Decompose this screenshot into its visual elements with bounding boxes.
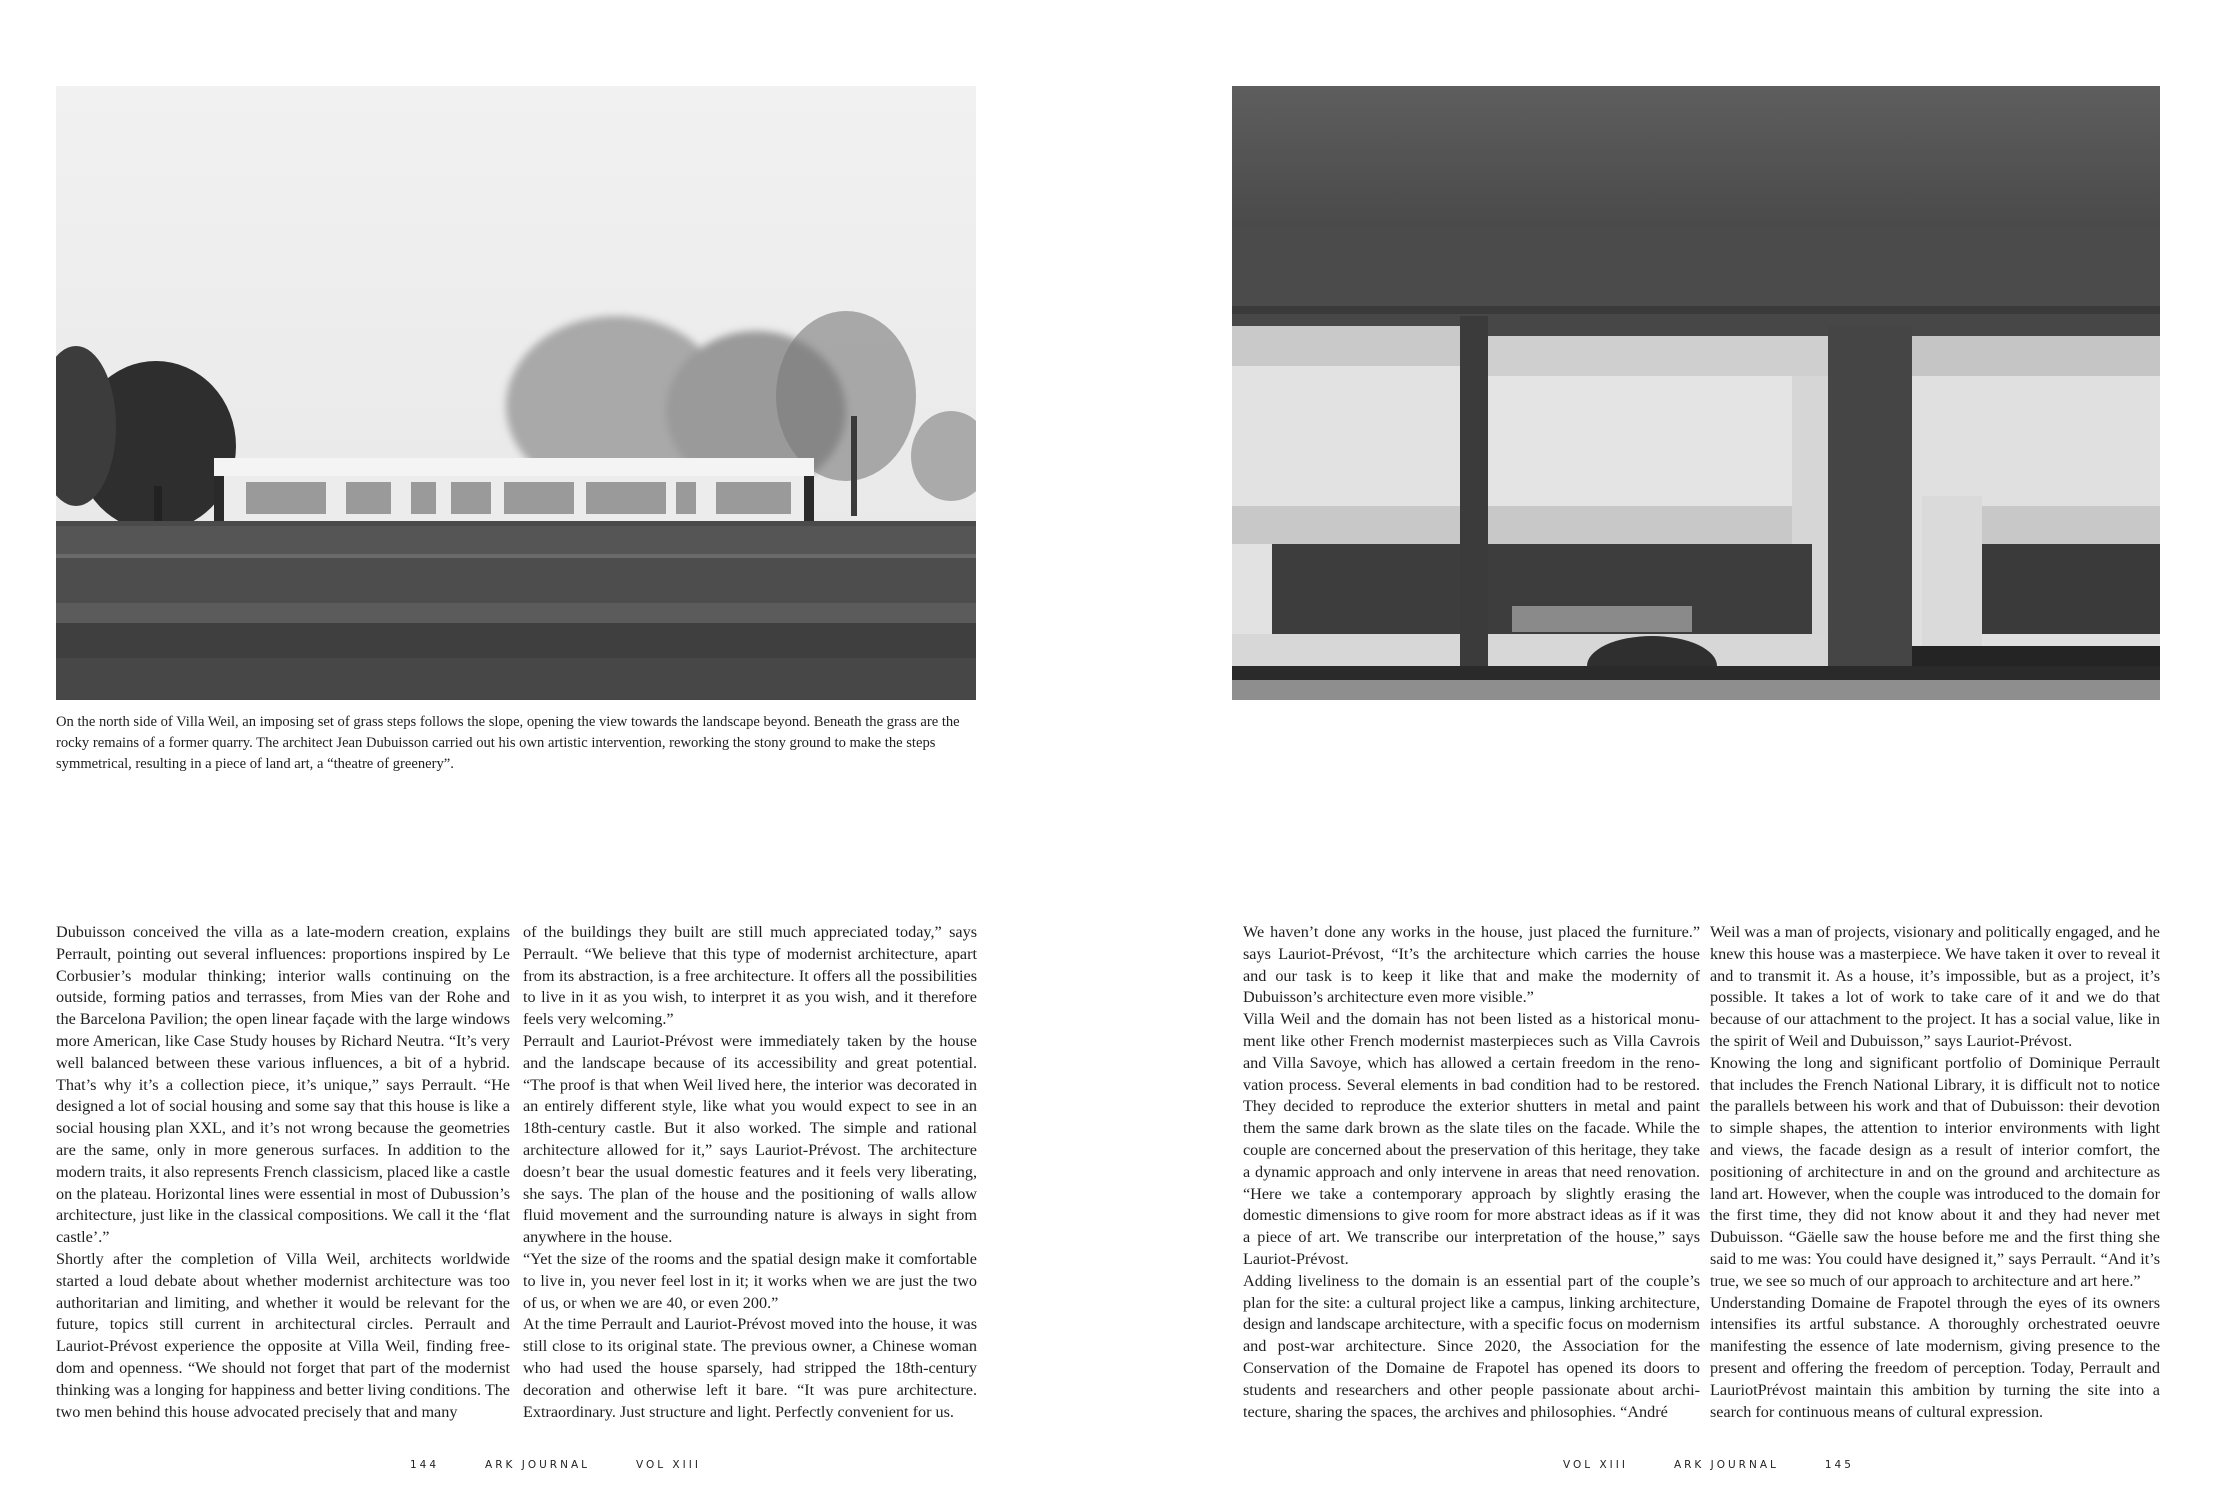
body-column-1 xyxy=(56,922,510,1423)
paragraph: Weil was a man of projects, visionary and politically engaged, and he knew this house was a masterpiece. We have taken it over to reveal it and to transmit it. As a house, it’s impossible, but as a project, it’s possible. It takes a lot of work to take care of it and we do that because of our attachment to the project. It has a social value, like in the spirit of Weil and Dubuisson,” says Lauriot-Prévost. xyxy=(1710,923,2160,1050)
publication-name: ARK JOURNAL xyxy=(1673,1459,1779,1471)
body-column-4 xyxy=(1710,922,2160,1423)
villa-exterior-photo xyxy=(56,86,976,700)
photo-caption: On the north side of Villa Weil, an imposing set of grass steps follows the slope, opening the view towards the landscape beyond. Beneath the grass are the rocky remains of a former quarry. The architect Jean Dubuisson carried out his own artistic intervention, reworking the stony ground to make the steps symmetrical, resulting in a piece of land art, a “theatre of greenery”. xyxy=(56,714,960,772)
paragraph: Adding liveliness to the domain is an essential part of the couple’s plan for the site: a cultural project like a campus, linking architecture, design and landscape architecture, with a specific focus on modernism and post-war architecture. Since 2020, the Association for the Conservation of the Domaine de Frapotel has opened its doors to students and researchers and other people passionate about architecture, sharing the spaces, the archives and philosophies. “André xyxy=(1243,1271,1700,1421)
paragraph: We haven’t done any works in the house, just placed the furniture.” says Lauriot-Prévost, “It’s the architecture which carries the house and our task is to keep it like that and make the modernity of Dubuisson’s architecture even more visible.” xyxy=(1243,923,1700,1007)
paragraph: Shortly after the completion of Villa Weil, architects worldwide started a loud debate about whether modernist architecture was too authoritarian and limiting, and whether it would be relevant for the future, topics still current in architectural circles. Perrault and Lauriot-Prévost experience the opposite at Villa Weil, finding freedom and openness. “We should not forget that part of the modernist thinking was a longing for happiness and better living conditions. The two men behind this house advocated precisely that and many xyxy=(56,1249,510,1421)
publication-name: ARK JOURNAL xyxy=(485,1459,590,1471)
villa-exterior-illustration xyxy=(56,86,976,700)
body-column-2 xyxy=(523,922,977,1423)
paragraph: At the time Perrault and Lauriot-Prévost moved into the house, it was still close to its original state. The previous owner, a Chinese woman who had used the house sparsely, had stripped the 18th-century decoration and otherwise left it bare. “It was pure architecture. Extraordinary. Just structure and light. Perfectly convenient for us. xyxy=(523,1315,977,1421)
page-number: 145 xyxy=(1824,1459,1854,1471)
paragraph: Dubuisson conceived the villa as a late-modern creation, explains Perrault, pointing out several influences: proportions inspired by Le Corbusier’s modular thinking; interior walls continuing on the outside, forming patios and terrasses, from Mies van der Rohe and the Barcelona Pavilion; the open linear façade with the large windows more American, like Case Study houses by Richard Neutra. “It’s very well balanced between these various influences, a bit of a hybrid. That’s why it’s a collection piece, it’s unique,” says Perrault. “He designed a lot of social housing and some say that this house is like a social housing plan XXL, and it’s not wrong because the geometries are the same, only in more generous surfaces. In addition to the modern traits, it also represents French classicism, placed like a castle on the plateau. Horizontal lines were essential in most of Dubussion’s architecture, just like in the classical compositions. We call it the ‘flat castle’.” xyxy=(56,923,510,1247)
volume-label: VOL XIII xyxy=(635,1459,701,1471)
paragraph: Understanding Domaine de Frapotel through the eyes of its owners intensifies its artful substance. A thoroughly orchestrated oeuvre manifesting the essence of late modernism, giving presence to the present and offering the freedom of perception. Today, Perrault and LauriotPrévost maintain this ambition by turning the site into a search for continuous means of cultural expression. xyxy=(1710,1293,2160,1421)
page-footer-left xyxy=(410,1459,701,1471)
volume-label: VOL XIII xyxy=(1563,1459,1628,1471)
body-column-3 xyxy=(1243,922,1700,1423)
page-number: 144 xyxy=(410,1459,440,1471)
paragraph: “Yet the size of the rooms and the spatial design make it comfortable to live in, you never feel lost in it; it works when we are just the two of us, or when we are 40, or even 200.” xyxy=(523,1249,977,1312)
paragraph: of the buildings they built are still much appreciated today,” says Perrault. “We believe that this type of modernist architecture, apart from its abstraction, is a free architecture. It offers all the possibilities to live in it as you wish, to interpret it as you wish, and it therefore feels very welcoming.” xyxy=(523,923,977,1029)
villa-interior-photo xyxy=(1232,86,2160,700)
paragraph: Knowing the long and significant portfolio of Dominique Perrault that includes the French National Library, it is difficult not to notice the parallels between his work and that of Dubuisson: their devotion to simple shapes, the attention to interior environments with light and views, the facade design as a result of interior comfort, the positioning of architecture in and on the ground and architecture as land art. However, when the couple was introduced to the domain for the first time, they did not know about it and they had never met Dubuisson. “Gäelle saw the house before me and the first thing she said to me was: You could have designed it,” says Perrault. “And it’s true, we see so much of our approach to architecture and art here.” xyxy=(1710,1053,2160,1290)
villa-interior-illustration xyxy=(1232,86,2160,700)
page-footer-right xyxy=(1563,1459,1854,1471)
paragraph: Villa Weil and the domain has not been listed as a historical monument like other French modernist masterpieces such as Villa Cavrois and Villa Savoye, which has allowed a certain freedom in the renovation process. Several elements in bad condition had to be restored. They decided to reproduce the exterior shutters in metal and paint them the same dark brown as the slate tiles on the facade. While the couple are concerned about the preservation of this heritage, they take a dynamic approach and only intervene in areas that need renovation. “Here we take a contemporary approach by slightly erasing the domestic dimensions to give room for more abstract ideas as if it was a piece of art. We transcribe our interpretation of the house,” says Lauriot-Prévost. xyxy=(1243,1010,1700,1268)
paragraph: Perrault and Lauriot-Prévost were immediately taken by the house and the landscape because of its accessibility and great potential. “The proof is that when Weil lived here, the interior was decorated in an entirely different style, like what you would expect to see in an 18th-century castle. But it also worked. The simple and rational architecture allowed for it,” says Lauriot-Prévost. The architecture doesn’t bear the usual domestic features and it feels very liberating, she says. The plan of the house and the positioning of walls allow fluid movement and the surrounding nature is always in sight from anywhere in the house. xyxy=(523,1031,977,1247)
